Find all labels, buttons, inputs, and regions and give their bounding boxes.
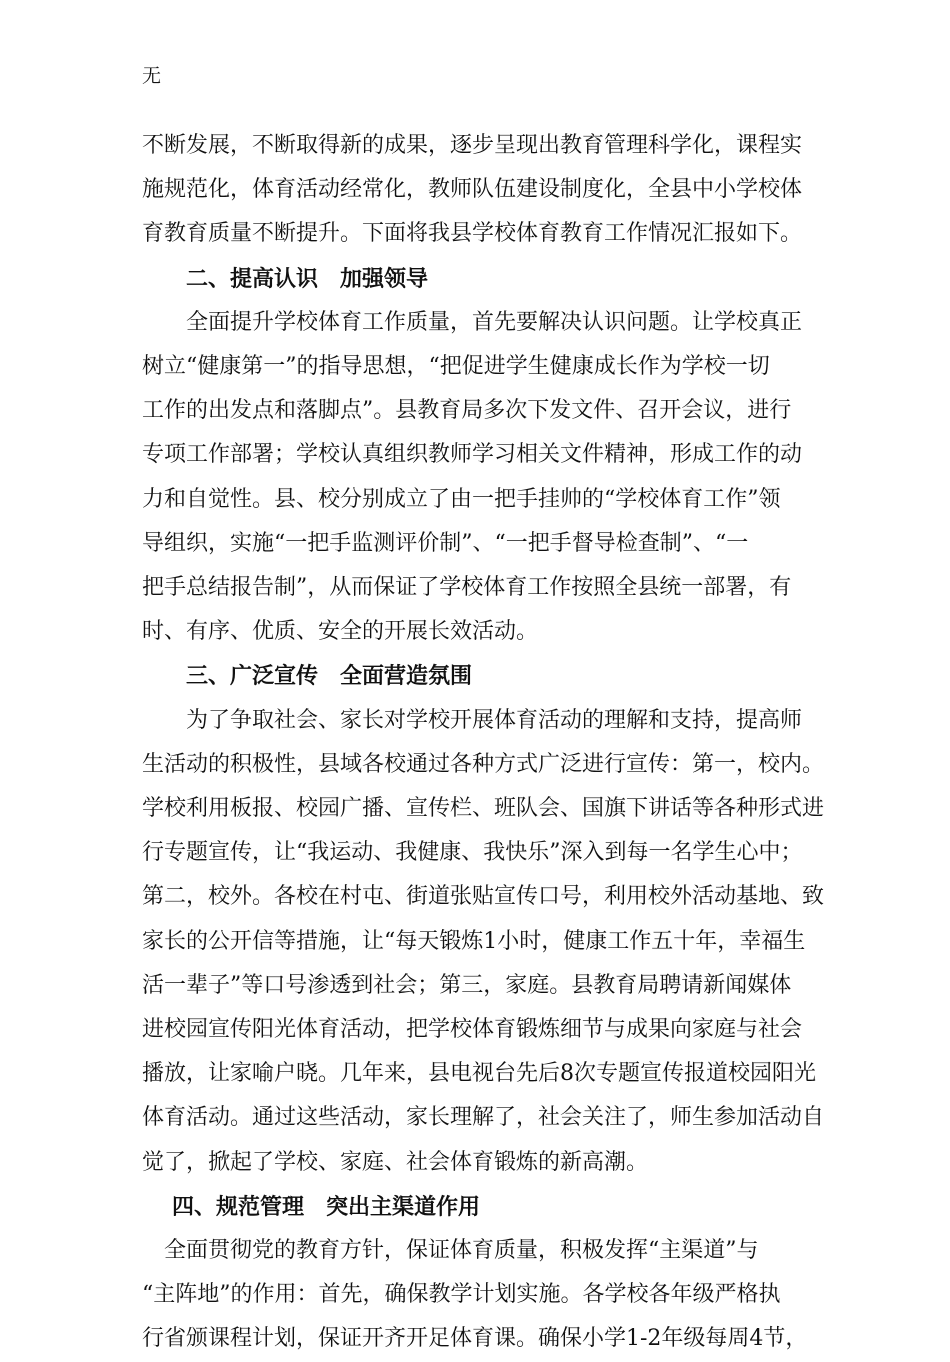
paragraph-line: 学校利用板报、校园广播、宣传栏、班队会、国旗下讲话等各种形式进	[142, 796, 825, 822]
paragraph-line: 行省颁课程计划，保证开齐开足体育课。确保小学1-2年级每周4节，	[142, 1326, 808, 1352]
paragraph-line: 第二，校外。各校在村屯、街道张贴宣传口号，利用校外活动基地、致	[142, 884, 825, 910]
paragraph-line: 把手总结报告制”，从而保证了学校体育工作按照全县统一部署，有	[142, 575, 792, 601]
section-heading: 三、广泛宣传 全面营造氛围	[186, 663, 473, 690]
paragraph-line: 专项工作部署；学校认真组织教师学习相关文件精神，形成工作的动	[142, 442, 803, 468]
paragraph-line: 播放，让家喻户晓。几年来，县电视台先后8次专题宣传报道校园阳光	[142, 1061, 816, 1087]
paragraph-line: 工作的出发点和落脚点”。县教育局多次下发文件、召开会议，进行	[142, 398, 792, 424]
paragraph-line: “主阵地”的作用：首先，确保教学计划实施。各学校各年级严格执	[142, 1282, 781, 1308]
paragraph-line: 生活动的积极性，县域各校通过各种方式广泛进行宣传：第一，校内。	[142, 751, 825, 777]
section-heading: 二、提高认识 加强领导	[186, 265, 429, 292]
paragraph-line: 导组织，实施“一把手监测评价制”、“一把手督导检查制”、“一	[142, 530, 749, 556]
paragraph-line: 育教育质量不断提升。下面将我县学校体育教育工作情况汇报如下。	[142, 221, 803, 247]
section-heading: 四、规范管理 突出主渠道作用	[172, 1193, 481, 1220]
paragraph-line: 时、有序、优质、安全的开展长效活动。	[142, 619, 539, 645]
paragraph-line: 觉了，掀起了学校、家庭、社会体育锻炼的新高潮。	[142, 1149, 649, 1175]
paragraph-line: 进校园宣传阳光体育活动，把学校体育锻炼细节与成果向家庭与社会	[142, 1017, 803, 1043]
paragraph-line: 为了争取社会、家长对学校开展体育活动的理解和支持，提高师	[186, 707, 803, 733]
paragraph-line: 行专题宣传，让“我运动、我健康、我快乐”深入到每一名学生心中；	[142, 840, 803, 866]
paragraph-line: 活一辈子”等口号渗透到社会；第三，家庭。县教育局聘请新闻媒体	[142, 972, 792, 998]
paragraph-line: 树立“健康第一”的指导思想，“把促进学生健康成长作为学校一切	[142, 354, 770, 380]
paragraph-line: 全面贯彻党的教育方针，保证体育质量，积极发挥“主渠道”与	[164, 1238, 759, 1264]
body-text	[142, 124, 825, 1362]
header-mark: 无	[142, 65, 162, 87]
paragraph-line: 家长的公开信等措施，让“每天锻炼1小时，健康工作五十年，幸福生	[142, 928, 806, 954]
paragraph-line: 不断发展，不断取得新的成果，逐步呈现出教育管理科学化，课程实	[142, 133, 803, 158]
paragraph-line: 力和自觉性。县、校分别成立了由一把手挂帅的“学校体育工作”领	[142, 486, 781, 512]
paragraph-line: 体育活动。通过这些活动，家长理解了，社会关注了，师生参加活动自	[142, 1105, 825, 1131]
paragraph-line: 施规范化，体育活动经常化，教师队伍建设制度化，全县中小学校体	[142, 177, 803, 203]
paragraph-line: 全面提升学校体育工作质量，首先要解决认识问题。让学校真正	[186, 309, 803, 335]
